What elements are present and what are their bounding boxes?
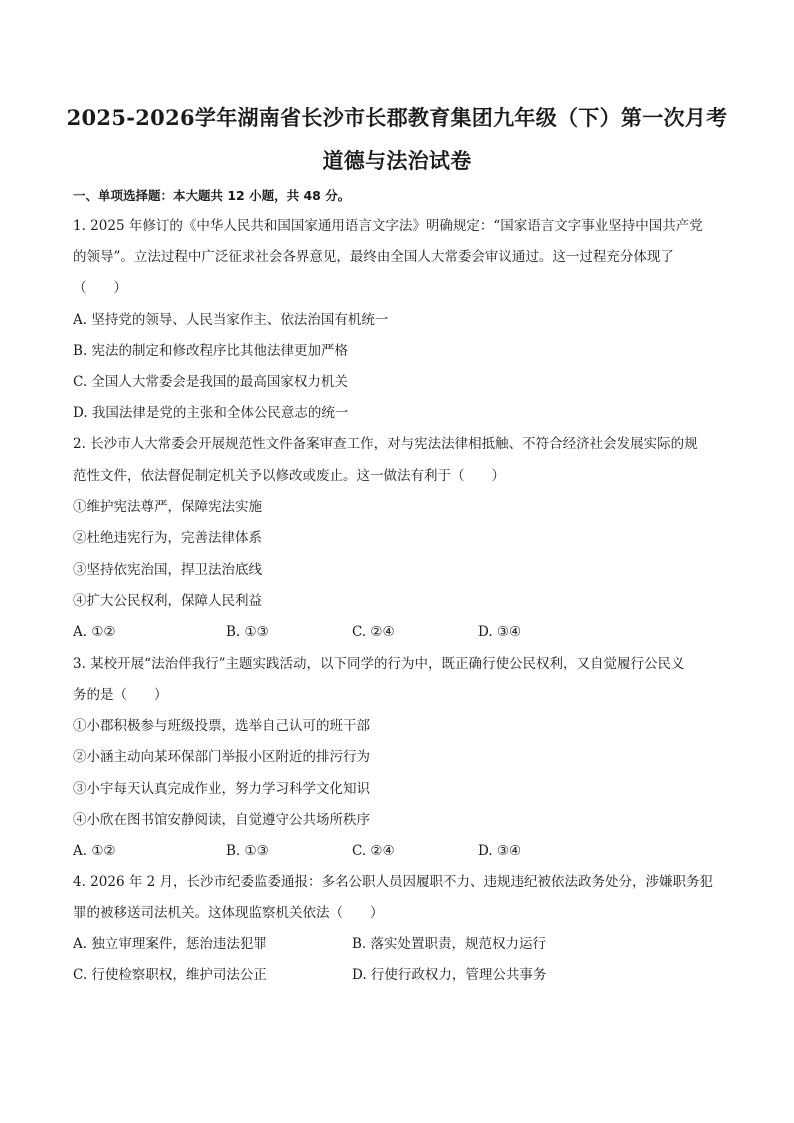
q1-option-a: A. 坚持党的领导、人民当家作主、依法治国有机统一 [73,312,389,328]
q1-option-b: B. 宪法的制定和修改程序比其他法律更加严格 [73,343,349,359]
q4-stem-line1: 4. 2026 年 2 月，长沙市纪委监委通报：多名公职人员因履职不力、违规违纪被依法政务处分，涉嫌职务犯 [73,874,713,890]
q3-option-c: C. ②④ [352,843,395,859]
q2-item-4: ④扩大公民权利，保障人民利益 [73,593,262,609]
q2-item-1: ①维护宪法尊严，保障宪法实施 [73,499,262,515]
q3-item-3: ③小宇每天认真完成作业，努力学习科学文化知识 [73,781,370,797]
q3-option-d: D. ③④ [478,843,522,859]
q3-option-a: A. ①② [73,843,116,859]
q4-stem-line2: 罪的被移送司法机关。这体现监察机关依法（ ） [73,905,384,921]
q1-option-c: C. 全国人大常委会是我国的最高国家权力机关 [73,374,348,390]
q4-option-c: C. 行使检察职权，维护司法公正 [73,967,267,983]
exam-title-line1: 2025-2026学年湖南省长沙市长郡教育集团九年级（下）第一次月考 [66,105,728,130]
q1-stem-line2: 的领导”。立法过程中广泛征求社会各界意见，最终由全国人大常委会审议通过。这一过程充分体现了 [73,249,674,265]
section-heading: 一、单项选择题：本大题共 12 小题，共 48 分。 [73,188,351,203]
q3-item-1: ①小郡积极参与班级投票，选举自己认可的班干部 [73,718,370,734]
q4-option-b: B. 落实处置职责，规范权力运行 [352,936,547,952]
q1-stem-line3: （ ） [73,280,127,296]
q3-option-b: B. ①③ [226,843,269,859]
q2-stem-line2: 范性文件，依法督促制定机关予以修改或废止。这一做法有利于（ ） [73,468,505,484]
q4-option-a: A. 独立审理案件，惩治违法犯罪 [73,936,267,952]
q2-item-2: ②杜绝违宪行为，完善法律体系 [73,530,262,546]
q2-option-c: C. ②④ [352,624,395,640]
q1-stem-line1: 1. 2025 年修订的《中华人民共和国国家通用语言文字法》明确规定：“国家语言文字事业坚持中国共产党 [73,218,703,234]
q3-item-4: ④小欣在图书馆安静阅读，自觉遵守公共场所秩序 [73,812,370,828]
q3-stem-line2: 务的是（ ） [73,687,168,703]
q4-option-d: D. 行使行政权力，管理公共事务 [352,967,547,983]
q3-stem-line1: 3. 某校开展“法治伴我行”主题实践活动，以下同学的行为中，既正确行使公民权利，又自觉履行公民义 [73,656,685,672]
q1-option-d: D. 我国法律是党的主张和全体公民意志的统一 [73,405,349,421]
q2-item-3: ③坚持依宪治国，捍卫法治底线 [73,562,262,578]
exam-title-line2: 道德与法治试卷 [322,148,472,173]
q2-option-a: A. ①② [73,624,116,640]
q3-item-2: ②小涵主动向某环保部门举报小区附近的排污行为 [73,749,370,765]
q2-option-d: D. ③④ [478,624,522,640]
q2-option-b: B. ①③ [226,624,269,640]
q2-stem-line1: 2. 长沙市人大常委会开展规范性文件备案审查工作，对与宪法法律相抵触、不符合经济社会发展实际的规 [73,436,698,452]
